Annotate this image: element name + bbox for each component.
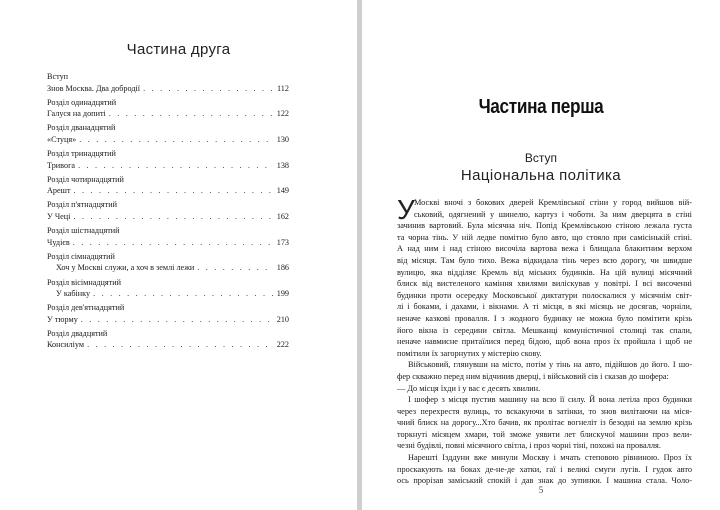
toc-leader-dots	[79, 134, 273, 146]
body-line: неначе казкові провалля. І з жодного будинку не можна було помітити крізь	[397, 313, 692, 323]
toc-page-number: 173	[276, 237, 289, 247]
body-line: ськовий, одягнений у шинелю, картуз і чоботи. За ним дверцята в стіні	[414, 209, 692, 219]
toc-chapter-label: Розділ вісімнадцятий	[47, 277, 122, 287]
toc-leader-dots	[197, 262, 273, 274]
toc-leader-dots	[81, 314, 274, 326]
toc-chapter-label: Розділ тринадцятий	[47, 149, 116, 159]
body-line: будинки проти осередку Московської диктатури полоскалися у місячнім світ-	[397, 290, 692, 300]
toc-chapter-title: Знов Москва. Два добродії	[47, 83, 141, 93]
toc-leader-dots	[73, 237, 274, 249]
body-line: — До місця їхди і у вас є десять хвилин.	[397, 383, 541, 393]
toc-row	[47, 108, 289, 120]
body-line: від місяця. Там було тихо. Вежа відкидала тінь через всю дорогу, чи швидше	[397, 255, 692, 265]
toc-title: Частина друга	[126, 41, 231, 58]
toc-chapter-title: У тюрму	[47, 314, 78, 324]
toc-leader-dots	[87, 339, 274, 351]
toc-row	[47, 288, 289, 300]
body-line: чний блиск на дорогу...Хто бачив, як пролітає вогнеліт із безодні на землю крізь	[397, 418, 692, 428]
toc-entry	[47, 328, 289, 354]
toc-leader-dots	[73, 211, 273, 223]
toc-chapter-title: Арешт	[47, 186, 71, 196]
toc-chapter-title: Консиліум	[47, 340, 85, 350]
toc-row	[47, 211, 289, 223]
toc-chapter-title: Хоч у Москві служи, а хоч в землі лежи	[56, 263, 195, 273]
toc-page-number: 222	[276, 340, 289, 350]
body-line: блиск від вистеленого каміння хвилями виліскував у повітрі. І всі височенні	[397, 279, 692, 289]
body-line: через перехрестя вулиць, то вскакуючи в затінки, то знов вилітаючи на міся-	[397, 406, 692, 416]
body-line: І шофер з місця пустив машину на всю її силу. Й вона летіла проз будинки	[408, 395, 692, 405]
body-text	[397, 194, 692, 487]
body-line: ось прорізав заміський спокій і дав знак до зупинки. І машина стала. Чоло-	[397, 476, 692, 486]
toc-page-number: 130	[276, 134, 289, 144]
body-line: його вікна із середини світла. Мешканці комуністичної столиці так спали,	[397, 325, 692, 335]
toc-chapter-label: Розділ п'ятнадцятий	[47, 200, 117, 210]
toc-chapter-label: Розділ сімнадцятий	[47, 251, 115, 261]
toc-chapter-label: Розділ шістнадцятий	[47, 226, 120, 236]
toc-chapter-title: Чудієв	[47, 237, 70, 247]
toc-chapter-label: Розділ чотирнадцятий	[47, 174, 124, 184]
toc-row	[47, 262, 289, 274]
toc-page-number: 162	[276, 211, 289, 221]
page-number: 5	[538, 485, 544, 495]
toc-chapter-title: Тривога	[47, 160, 76, 170]
toc-page-number: 112	[277, 83, 289, 93]
toc-entry	[47, 302, 289, 328]
body-line: та чорна тінь. У ній ледве помітно було авто, що стояло при самісінькій стіні.	[397, 232, 692, 242]
toc-page-number: 122	[276, 109, 289, 119]
toc-entry	[47, 199, 289, 225]
toc-row	[47, 237, 289, 249]
drop-cap: У	[397, 194, 415, 225]
toc-entry	[47, 277, 289, 303]
toc-chapter-label: Розділ дев'ятнадцятий	[47, 303, 125, 313]
body-line: Нарешті Ізддуни вже минули Москву і мчать степовою рівниною. Проз їх	[408, 453, 692, 463]
toc-chapter-label: Вступ	[47, 72, 69, 81]
toc-chapter-title: У кабінку	[56, 289, 91, 298]
toc-row	[47, 134, 289, 146]
body-line: проскакують на боках де-не-де хатки, гаї і великі смуги лугів. І гудок авто	[397, 464, 692, 474]
body-line: фер скважно перед ним відчинив дверці, і військовий сів і сказав до шофера:	[397, 371, 669, 381]
body-line: Військовий, глянувши на місто, потім у тінь на авто, підійшов до його. І шо-	[408, 360, 692, 370]
body-line: зачинив вартовий. Була місячна ніч. Попід Кремлівською стіною лежала густа	[397, 221, 692, 231]
toc-leader-dots	[74, 185, 274, 197]
toc-entry	[47, 97, 289, 123]
toc-page-number: 138	[276, 160, 289, 170]
toc-entry	[47, 122, 289, 148]
part-title: Частина перша	[478, 96, 604, 118]
toc-leader-dots	[109, 108, 274, 120]
toc-page-number: 210	[276, 314, 289, 324]
section-name: Вступ	[524, 151, 558, 165]
toc-chapter-title: Галуся на допиті	[47, 109, 106, 119]
body-line: помітили їх загорнутих у містерію скову.	[397, 348, 542, 358]
toc-leader-dots	[78, 160, 274, 172]
toc-row	[47, 185, 289, 197]
toc-row	[47, 160, 289, 172]
body-line: вулицю, яка відділяє Кремль від міських будинків. На цій вулиці місячний	[397, 267, 692, 277]
toc-entry	[47, 148, 289, 174]
body-line: лі і боками, і дахами, і вікнами. А ті місця, в які місяць не досягав, чорніли,	[397, 302, 692, 312]
body-line: А над ним і над стіною височіла вартова вежа і блищала блакитним верхом	[397, 244, 692, 254]
toc-page-number: 149	[276, 186, 289, 196]
table-of-contents	[47, 71, 289, 354]
toc-leader-dots	[143, 83, 274, 95]
toc-entry	[47, 251, 289, 277]
toc-page-number: 186	[276, 263, 289, 273]
body-line: чезні будівлі, повні місячного світла, і проз чорні тіні, похожі на провалля.	[397, 441, 661, 451]
body-line: неначе навмисне притаїлися перед бідою, щоб вона проз їх пройшла і щоб не	[397, 337, 692, 347]
toc-chapter-title: У Чеці	[47, 211, 71, 221]
toc-chapter-label: Розділ одинадцятий	[47, 97, 117, 107]
toc-row	[47, 339, 289, 351]
toc-chapter-label: Розділ двадцятий	[47, 328, 108, 338]
toc-entry	[47, 174, 289, 200]
toc-row	[47, 314, 289, 326]
body-line: торкнуті місяцем хмари, той зможе уявити лет блискучої машини проз вели-	[397, 429, 692, 439]
toc-page-number: 199	[276, 289, 289, 298]
chapter-title: Національна політика	[460, 167, 622, 184]
toc-chapter-label: Розділ дванадцятий	[47, 123, 116, 133]
toc-chapter-title: «Стуця»	[47, 134, 77, 144]
body-line: Москві вночі з бокових дверей Кремлівської стіни у город вийшов вій-	[414, 198, 692, 207]
toc-entry	[47, 71, 289, 97]
toc-row	[47, 83, 289, 95]
toc-entry	[47, 225, 289, 251]
toc-leader-dots	[93, 288, 274, 300]
